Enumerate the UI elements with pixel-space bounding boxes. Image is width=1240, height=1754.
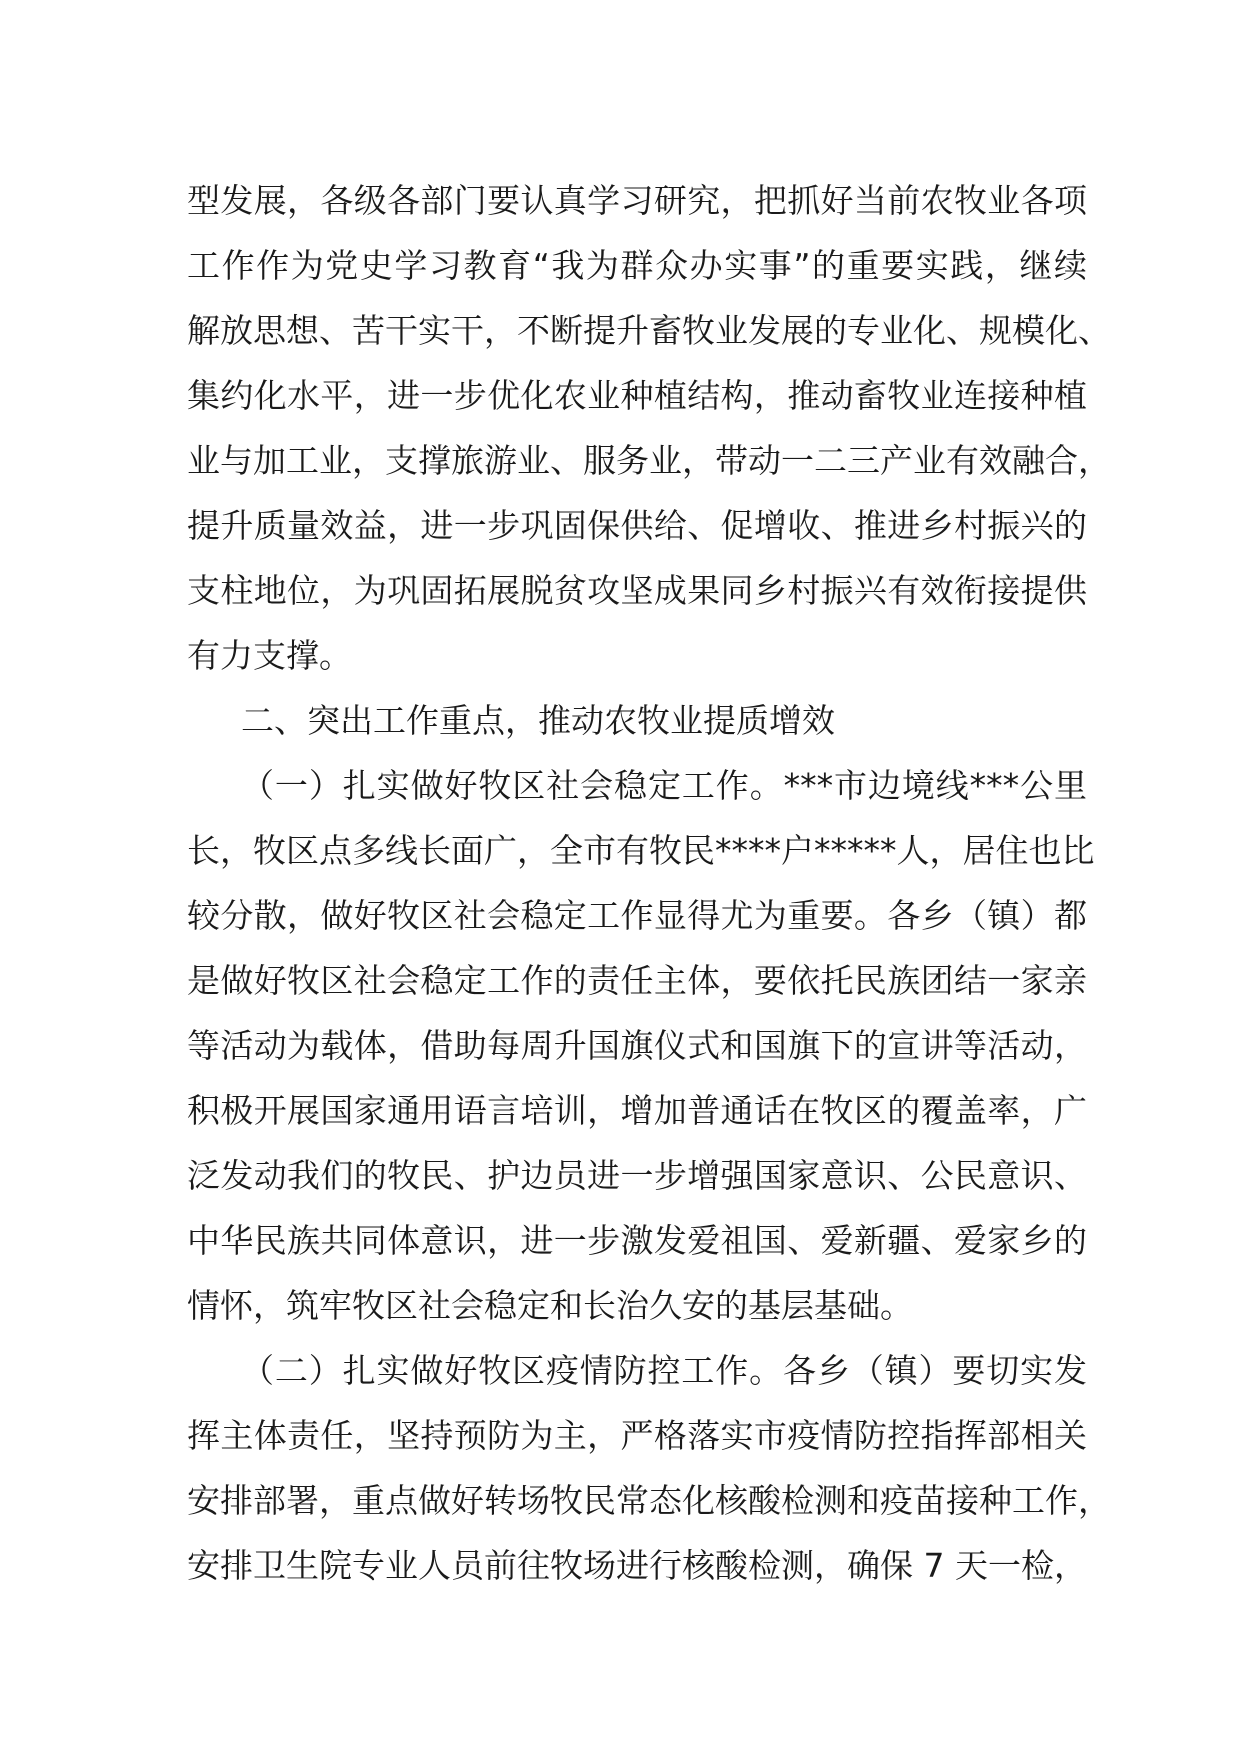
text-line: 等活动为载体，借助每周升国旗仪式和国旗下的宣讲等活动， — [187, 1026, 1087, 1065]
text-line: 情怀，筑牢牧区社会稳定和长治久安的基层基础。 — [187, 1286, 913, 1325]
section-heading — [187, 688, 1087, 753]
paragraph-p3 — [187, 753, 1095, 1338]
text-line: 提升质量效益，进一步巩固保供给、促增收、推进乡村振兴的 — [187, 506, 1087, 545]
text-line: 集约化水平，进一步优化农业种植结构，推动畜牧业连接种植 — [187, 376, 1087, 415]
text-line: 工作作为党史学习教育“我为群众办实事”的重要实践，继续 — [187, 246, 1087, 285]
text-line: 较分散，做好牧区社会稳定工作显得尤为重要。各乡（镇）都 — [187, 896, 1087, 935]
text-line: 安排卫生院专业人员前往牧场进行核酸检测，确保 7 天一检， — [187, 1546, 1087, 1585]
text-line: 安排部署，重点做好转场牧民常态化核酸检测和疫苗接种工作， — [187, 1481, 1111, 1520]
text-line: 是做好牧区社会稳定工作的责任主体，要依托民族团结一家亲 — [187, 961, 1087, 1000]
document-body — [187, 168, 1111, 1598]
text-line: 泛发动我们的牧民、护边员进一步增强国家意识、公民意识、 — [187, 1156, 1087, 1195]
text-line: 支柱地位，为巩固拓展脱贫攻坚成果同乡村振兴有效衔接提供 — [187, 571, 1087, 610]
paragraph-p4 — [187, 1338, 1111, 1598]
section-heading-text: 二、突出工作重点，推动农牧业提质增效 — [241, 701, 835, 740]
text-line: 挥主体责任，坚持预防为主，严格落实市疫情防控指挥部相关 — [187, 1416, 1087, 1455]
text-line: 积极开展国家通用语言培训，增加普通话在牧区的覆盖率，广 — [187, 1091, 1087, 1130]
text-line: 解放思想、苦干实干，不断提升畜牧业发展的专业化、规模化、 — [187, 311, 1111, 350]
text-line: 型发展，各级各部门要认真学习研究，把抓好当前农牧业各项 — [187, 181, 1087, 220]
text-line: （二）扎实做好牧区疫情防控工作。各乡（镇）要切实发 — [241, 1351, 1087, 1390]
text-line: 中华民族共同体意识，进一步激发爱祖国、爱新疆、爱家乡的 — [187, 1221, 1087, 1260]
paragraph-p1 — [187, 168, 1111, 688]
text-line: （一）扎实做好牧区社会稳定工作。***市边境线***公里 — [241, 766, 1087, 805]
text-line: 业与加工业，支撑旅游业、服务业，带动一二三产业有效融合， — [187, 441, 1111, 480]
text-line: 有力支撑。 — [187, 636, 352, 675]
text-line: 长，牧区点多线长面广，全市有牧民****户*****人，居住也比 — [187, 831, 1095, 870]
